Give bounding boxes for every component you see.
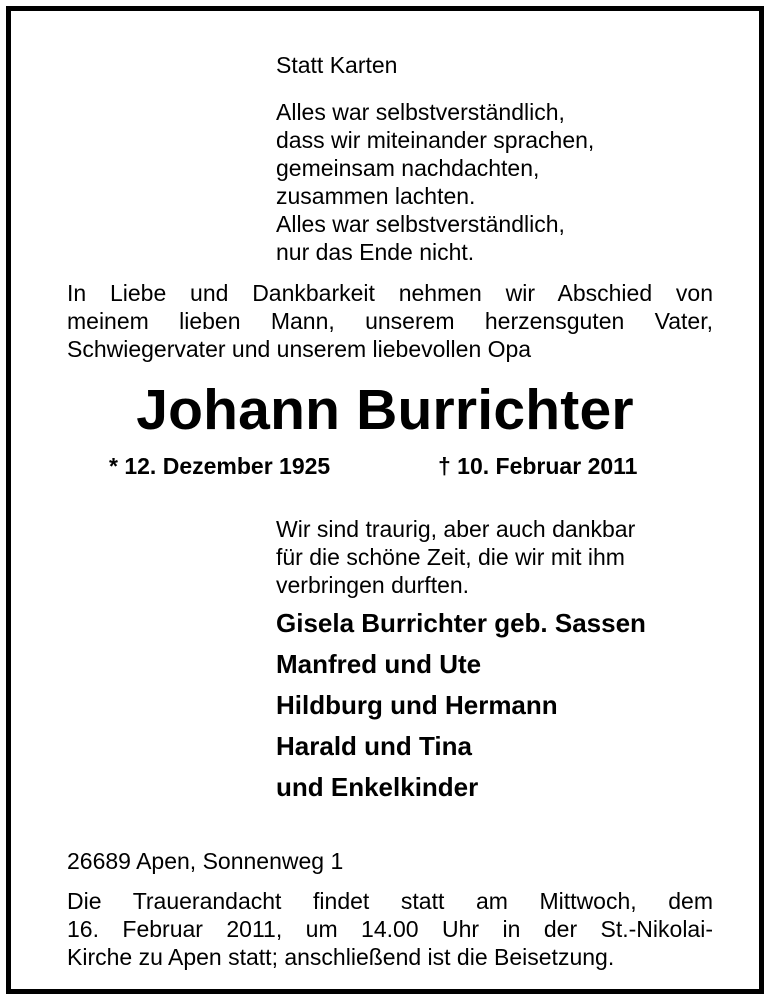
family-member: und Enkelkinder	[276, 772, 479, 802]
poem-line: gemeinsam nachdachten,	[276, 155, 540, 181]
address-text: 26689 Apen, Sonnenweg 1	[67, 848, 344, 874]
poem-line: dass wir miteinander sprachen,	[276, 127, 595, 153]
birth-date: * 12. Dezember 1925	[109, 453, 331, 479]
deceased-name: Johann Burrichter	[136, 378, 634, 442]
service-paragraph	[67, 887, 713, 971]
family-member: Hildburg und Hermann	[276, 690, 558, 720]
poem-line: zusammen lachten.	[276, 183, 476, 209]
family-member: Harald und Tina	[276, 731, 472, 761]
death-date: † 10. Februar 2011	[438, 453, 638, 479]
service-line: 16. Februar 2011, um 14.00 Uhr in der St.-Nikolai-	[67, 916, 713, 942]
family-member: Manfred und Ute	[276, 649, 482, 679]
service-line: Die Trauerandacht findet statt am Mittwoch, dem	[67, 888, 713, 914]
poem-line: nur das Ende nicht.	[276, 239, 475, 265]
poem-line: Alles war selbstverständlich,	[276, 99, 565, 125]
family-member: Gisela Burrichter geb. Sassen	[276, 608, 646, 638]
family-list	[276, 608, 646, 802]
thanks-line: Wir sind traurig, aber auch dankbar	[276, 516, 636, 542]
intro-line: meinem lieben Mann, unserem herzensguten Vater,	[67, 308, 713, 334]
intro-paragraph	[67, 279, 713, 363]
header-text: Statt Karten	[276, 52, 398, 78]
intro-line: Schwiegervater und unserem liebevollen Opa	[67, 336, 532, 362]
service-line: Kirche zu Apen statt; anschließend ist die Beisetzung.	[67, 944, 615, 970]
poem-line: Alles war selbstverständlich,	[276, 211, 565, 237]
thanks-text	[276, 515, 635, 599]
poem	[276, 98, 594, 266]
obituary-notice	[6, 6, 764, 994]
thanks-line: verbringen durften.	[276, 572, 470, 598]
intro-line: In Liebe und Dankbarkeit nehmen wir Abschied von	[67, 280, 713, 306]
thanks-line: für die schöne Zeit, die wir mit ihm	[276, 544, 625, 570]
